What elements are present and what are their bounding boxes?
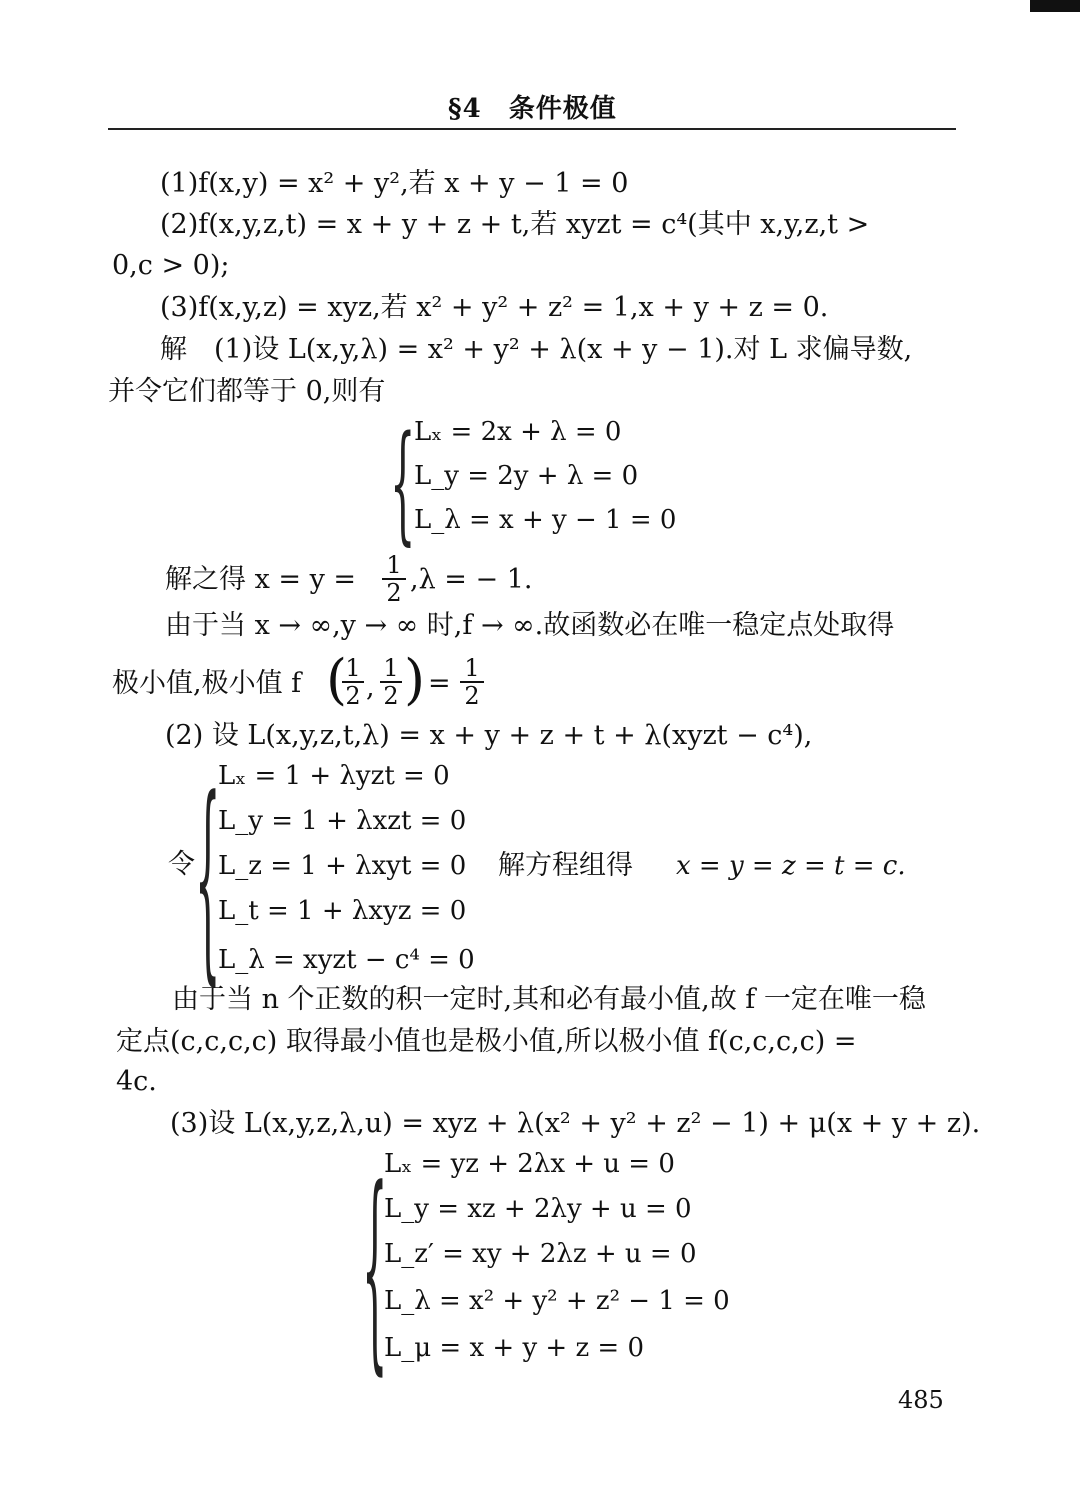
solution-2-reason-a: 由于当 n 个正数的积一定时,其和必有最小值,故 f 一定在唯一稳 — [172, 984, 926, 1015]
system-2-eq-1: Lₓ = 1 + λyzt = 0 — [218, 761, 450, 791]
min-arg-1 — [342, 655, 364, 709]
min-arg-2 — [380, 655, 402, 709]
system-2-eq-3: L_z = 1 + λxyt = 0 — [218, 851, 467, 881]
solution-2-solve-label: 解方程组得 — [498, 850, 633, 881]
min-arg-1-den: 2 — [342, 681, 364, 709]
min-value — [460, 655, 484, 709]
solution-1-setup-cont: 并令它们都等于 0,则有 — [108, 376, 386, 407]
solution-2-setup: (2) 设 L(x,y,z,t,λ) = x + y + z + t + λ(xyzt − c⁴), — [165, 720, 813, 751]
min-comma: , — [366, 672, 375, 703]
min-value-den: 2 — [460, 681, 484, 709]
solution-1-result-prefix: 解之得 x = y = — [165, 564, 357, 595]
system-2-eq-2: L_y = 1 + λxzt = 0 — [218, 806, 467, 836]
problem-1: (1)f(x,y) = x² + y²,若 x + y − 1 = 0 — [160, 168, 629, 199]
min-equals: = — [428, 668, 451, 699]
problem-3: (3)f(x,y,z) = xyz,若 x² + y² + z² = 1,x + y + z = 0. — [160, 292, 829, 323]
page-number: 485 — [898, 1386, 944, 1414]
min-arg-2-den: 2 — [380, 681, 402, 709]
system-2-brace: { — [195, 758, 221, 1007]
min-paren-open: ( — [326, 648, 348, 711]
system-3-brace: { — [362, 1148, 388, 1397]
result-fraction — [382, 552, 406, 606]
solution-1-result-suffix: ,λ = − 1. — [410, 564, 533, 595]
problem-2-line-a: (2)f(x,y,z,t) = x + y + z + t,若 xyzt = c⁴(其中 x,y,z,t > — [160, 209, 870, 240]
min-value-num: 1 — [464, 654, 480, 682]
solution-1-reason: 由于当 x → ∞,y → ∞ 时,f → ∞.故函数必在唯一稳定点处取得 — [165, 610, 895, 641]
min-arg-1-num: 1 — [345, 654, 361, 682]
solution-3-setup: (3)设 L(x,y,z,λ,u) = xyz + λ(x² + y² + z² − 1) + μ(x + y + z). — [170, 1108, 981, 1139]
solution-2-reason-c: 4c. — [116, 1066, 157, 1097]
result-fraction-num: 1 — [386, 551, 402, 579]
system-1-eq-2: L_y = 2y + λ = 0 — [414, 461, 639, 491]
system-3-eq-4: L_λ = x² + y² + z² − 1 = 0 — [384, 1286, 730, 1316]
system-1-eq-1: Lₓ = 2x + λ = 0 — [414, 417, 622, 447]
solution-1-min-prefix: 极小值,极小值 f — [112, 668, 302, 699]
system-1-brace: { — [390, 412, 416, 560]
min-arg-2-num: 1 — [383, 654, 399, 682]
min-paren-close: ) — [404, 648, 426, 711]
system-3-eq-5: L_μ = x + y + z = 0 — [384, 1333, 645, 1363]
result-fraction-den: 2 — [382, 578, 406, 606]
section-header-title: §4 条件极值 — [448, 94, 617, 124]
solution-2-reason-b: 定点(c,c,c,c) 取得最小值也是极小值,所以极小值 f(c,c,c,c) = — [116, 1026, 857, 1057]
system-3-eq-1: Lₓ = yz + 2λx + u = 0 — [384, 1149, 675, 1179]
solution-2-solve-result: x = y = z = t = c. — [676, 851, 906, 881]
system-3-eq-3: L_z′ = xy + 2λz + u = 0 — [384, 1239, 697, 1269]
solution-2-let: 令 — [168, 849, 195, 880]
system-2-eq-5: L_λ = xyzt − c⁴ = 0 — [218, 945, 475, 975]
solution-1-setup: 解 (1)设 L(x,y,λ) = x² + y² + λ(x + y − 1).对 L 求偏导数, — [160, 334, 913, 365]
header-rule — [108, 128, 956, 130]
scan-corner-mark — [1030, 0, 1080, 12]
problem-2-line-b: 0,c > 0); — [112, 250, 230, 281]
system-2-eq-4: L_t = 1 + λxyz = 0 — [218, 896, 467, 926]
system-3-eq-2: L_y = xz + 2λy + u = 0 — [384, 1194, 692, 1224]
system-1-eq-3: L_λ = x + y − 1 = 0 — [414, 505, 677, 535]
